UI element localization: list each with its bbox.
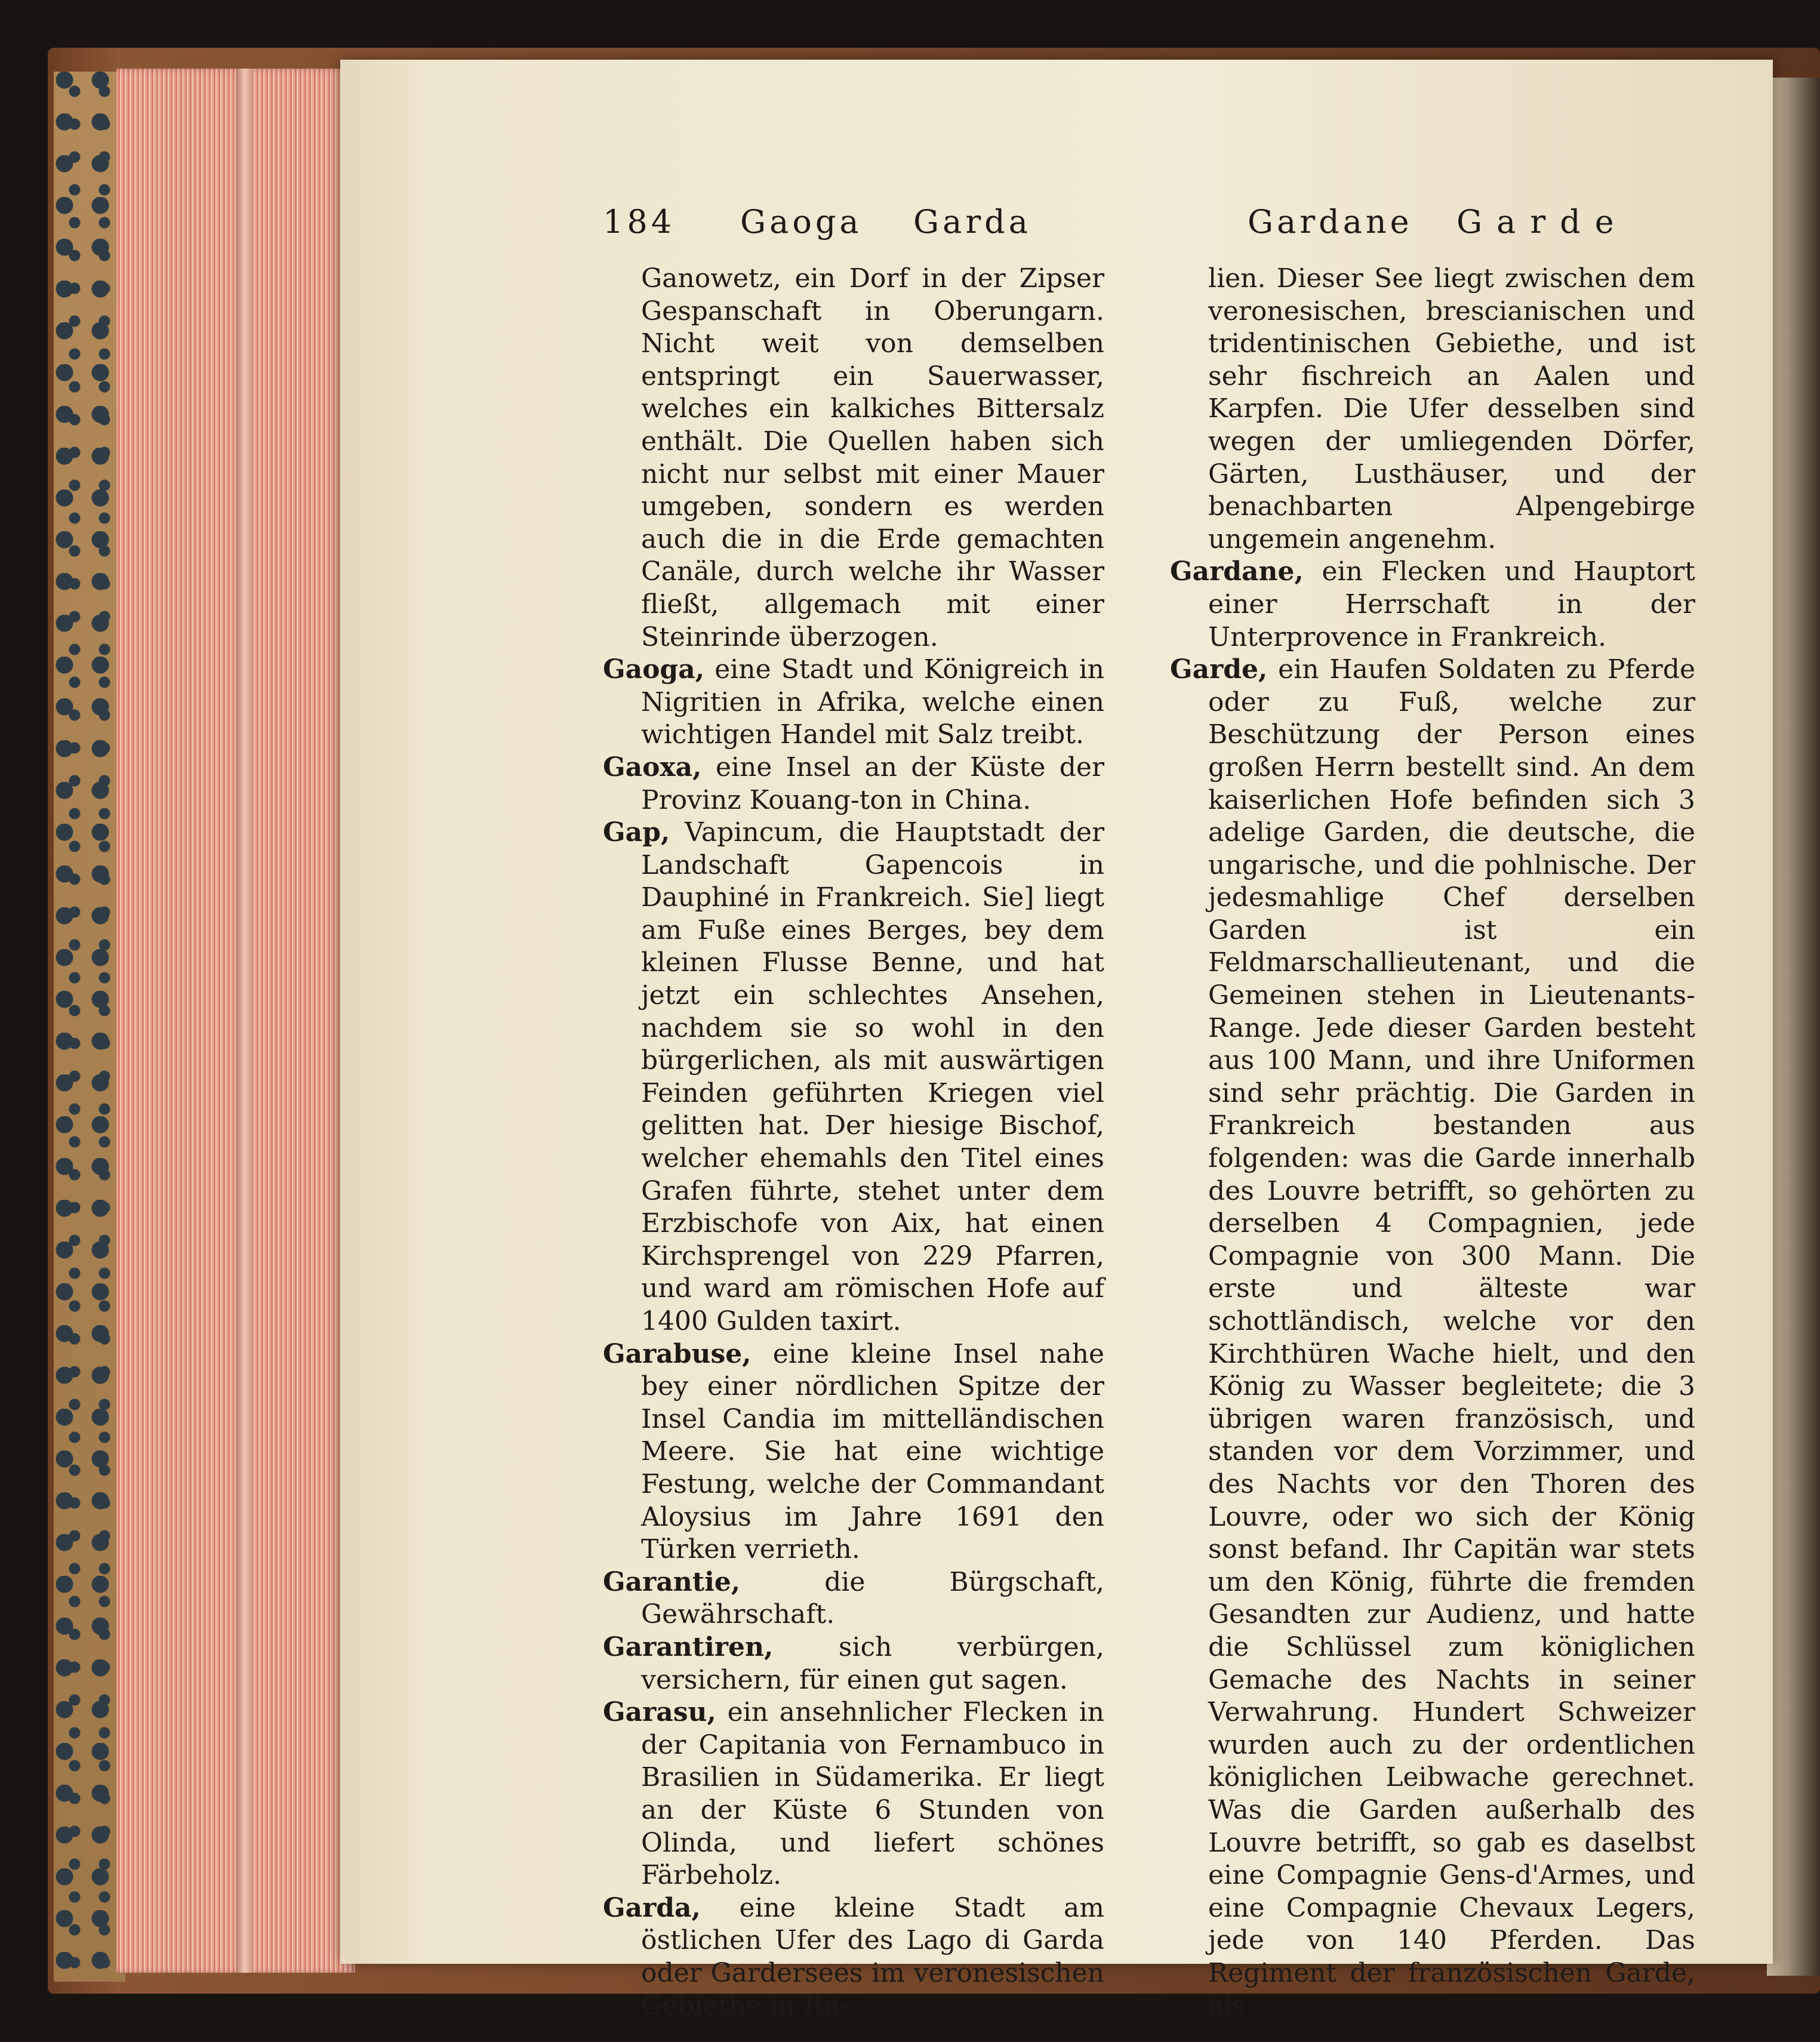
- entry-headword: Gardane,: [1170, 556, 1304, 587]
- entry-headword: Garabuse,: [603, 1338, 752, 1369]
- entry-text: Vapincum, die Hauptstadt der Landschaft Gapencois in Dauphiné in Frankreich. Sie] liegt am Fuße eines Berges, bey dem kleinen Flusse Benne, und hat jetzt ein schlechtes Ansehen, nachdem sie so wohl in den bürgerlichen, als mit auswärtigen Feinden geführten Kriegen viel gelitten hat. Der hiesige Bischof, welcher ehemahls den Titel eines Grafen führte, stehet unter dem Erzbischofe von Aix, hat einen Kirchsprengel von 229 Pfarren, und ward am römischen Hofe auf 1400 Gulden taxirt.: [641, 817, 1104, 1336]
- entry-headword: Gaoga,: [603, 654, 705, 685]
- dictionary-entry: [603, 1338, 1104, 1566]
- right-column: [1170, 263, 1695, 2022]
- entry-headword: Gaoxa,: [603, 751, 702, 783]
- entry-text: ein ansehnlicher Flecken in der Capitania von Fernambuco in Brasilien in Südamerika. Er liegt an der Küste 6 Stunden von Olinda, und liefert schönes Färbeholz.: [641, 1697, 1104, 1891]
- dictionary-entry: [1170, 654, 1695, 2022]
- entry-headword: Garda,: [603, 1892, 701, 1923]
- marbled-cover-pattern: [54, 72, 125, 1982]
- dictionary-entry: [1170, 263, 1695, 556]
- entry-text: ein Haufen Soldaten zu Pferde oder zu Fuß, welche zur Beschützung der Person eines großen Herrn bestellt sind. An dem kaiserlichen Hofe befinden sich 3 adelige Garden, die deutsche, die ungarische, und die pohlnische. Der jedesmahlige Chef derselben Garden ist ein Feldmarschallieutenant, und die Gemeinen stehen in Lieutenants-Range. Jede dieser Garden besteht aus 100 Mann, und ihre Uniformen sind sehr prächtig. Die Garden in Frankreich bestanden aus folgenden: was die Garde innerhalb des Louvre betrifft, so gehörten zu derselben 4 Compagnien, jede Compagnie von 300 Mann. Die erste und älteste war schottländisch, welche vor den Kirchthüren Wache hielt, und den König zu Wasser begleitete; die 3 übrigen waren französisch, und standen vor dem Vorzimmer, und des Nachts vor den Thoren des Louvre, oder wo sich der König sonst befand. Ihr Capitän war stets um den König, führte die fremden Gesandten zur Audienz, und hatte die Schlüssel zum königlichen Gemache des Nachts in seiner Verwahrung. Hundert Schweizer wurden auch zu der ordentlichen königlichen Leibwache gerechnet. Was die Garden außerhalb des Louvre betrifft, so gab es daselbst eine Compagnie Gens-d'Armes, und eine Compagnie Chevaux Legers, jede von 140 Pferden. Das Regiment der französischen Garde, als: [1208, 654, 1695, 2021]
- entry-headword: Garantiren,: [603, 1631, 774, 1662]
- entry-text: eine Insel an der Küste der Provinz Kouang-ton in China.: [641, 751, 1104, 815]
- entry-headword: Gap,: [603, 817, 670, 848]
- running-header-left-2: Garda: [913, 203, 1031, 241]
- dictionary-entry: [603, 1696, 1104, 1892]
- dictionary-entry: [603, 654, 1104, 751]
- running-header-right-2: Garde: [1456, 203, 1628, 241]
- dictionary-entry: [603, 751, 1104, 817]
- running-header-left-1: Gaoga: [740, 203, 863, 241]
- dictionary-entry: [603, 1566, 1104, 1631]
- entry-text: sich verbürgen, versichern, für einen gut sagen.: [641, 1631, 1104, 1695]
- entry-headword: Garasu,: [603, 1697, 716, 1728]
- left-column: [603, 263, 1104, 2022]
- entry-headword: Garde,: [1170, 654, 1268, 685]
- dictionary-entry: [603, 817, 1104, 1338]
- dictionary-entry: [603, 1631, 1104, 1696]
- page-number: 184: [603, 203, 676, 241]
- entry-text: eine Stadt und Königreich in Nigritien in Afrika, welche einen wichtigen Handel mit Salz treibt.: [641, 654, 1104, 750]
- dictionary-entry: [603, 263, 1104, 654]
- entry-text: die Bürgschaft, Gewährschaft.: [641, 1566, 1104, 1630]
- running-header-right-1: Gardane: [1248, 203, 1413, 241]
- entry-text: lien. Dieser See liegt zwischen dem veronesischen, brescianischen und tridentinischen Gebiethe, und ist sehr fischreich an Aalen und Karpfen. Die Ufer desselben sind wegen der umliegenden Dörfer, Gärten, Lusthäuser, und der benachbarten Alpengebirge ungemein angenehm.: [1208, 263, 1695, 555]
- entry-text: ein Flecken und Hauptort einer Herrschaft in der Unterprovence in Frankreich.: [1208, 556, 1695, 652]
- entry-text: Ganowetz, ein Dorf in der Zipser Gespanschaft in Oberungarn. Nicht weit von demselben entspringt ein Sauerwasser, welches ein kalkiches Bittersalz enthält. Die Quellen haben sich nicht nur selbst mit einer Mauer umgeben, sondern es werden auch die in die Erde gemachten Canäle, durch welche ihr Wasser fließt, allgemach mit einer Steinrinde überzogen.: [641, 263, 1104, 652]
- dictionary-entry: [1170, 556, 1695, 654]
- dictionary-entry: [603, 1892, 1104, 2022]
- page-edge-gap: [236, 69, 254, 1973]
- entry-headword: Garantie,: [603, 1566, 741, 1597]
- entry-text: eine kleine Insel nahe bey einer nördlichen Spitze der Insel Candia im mittelländischen Meere. Sie hat eine wichtige Festung, welche der Commandant Aloysius im Jahre 1691 den Türken verrieth.: [641, 1338, 1104, 1565]
- right-page-edge: [1767, 78, 1820, 1976]
- entry-text: eine kleine Stadt am östlichen Ufer des Lago di Garda oder Gardersees im veronesischen Gebiethe in Ita-: [641, 1892, 1104, 2021]
